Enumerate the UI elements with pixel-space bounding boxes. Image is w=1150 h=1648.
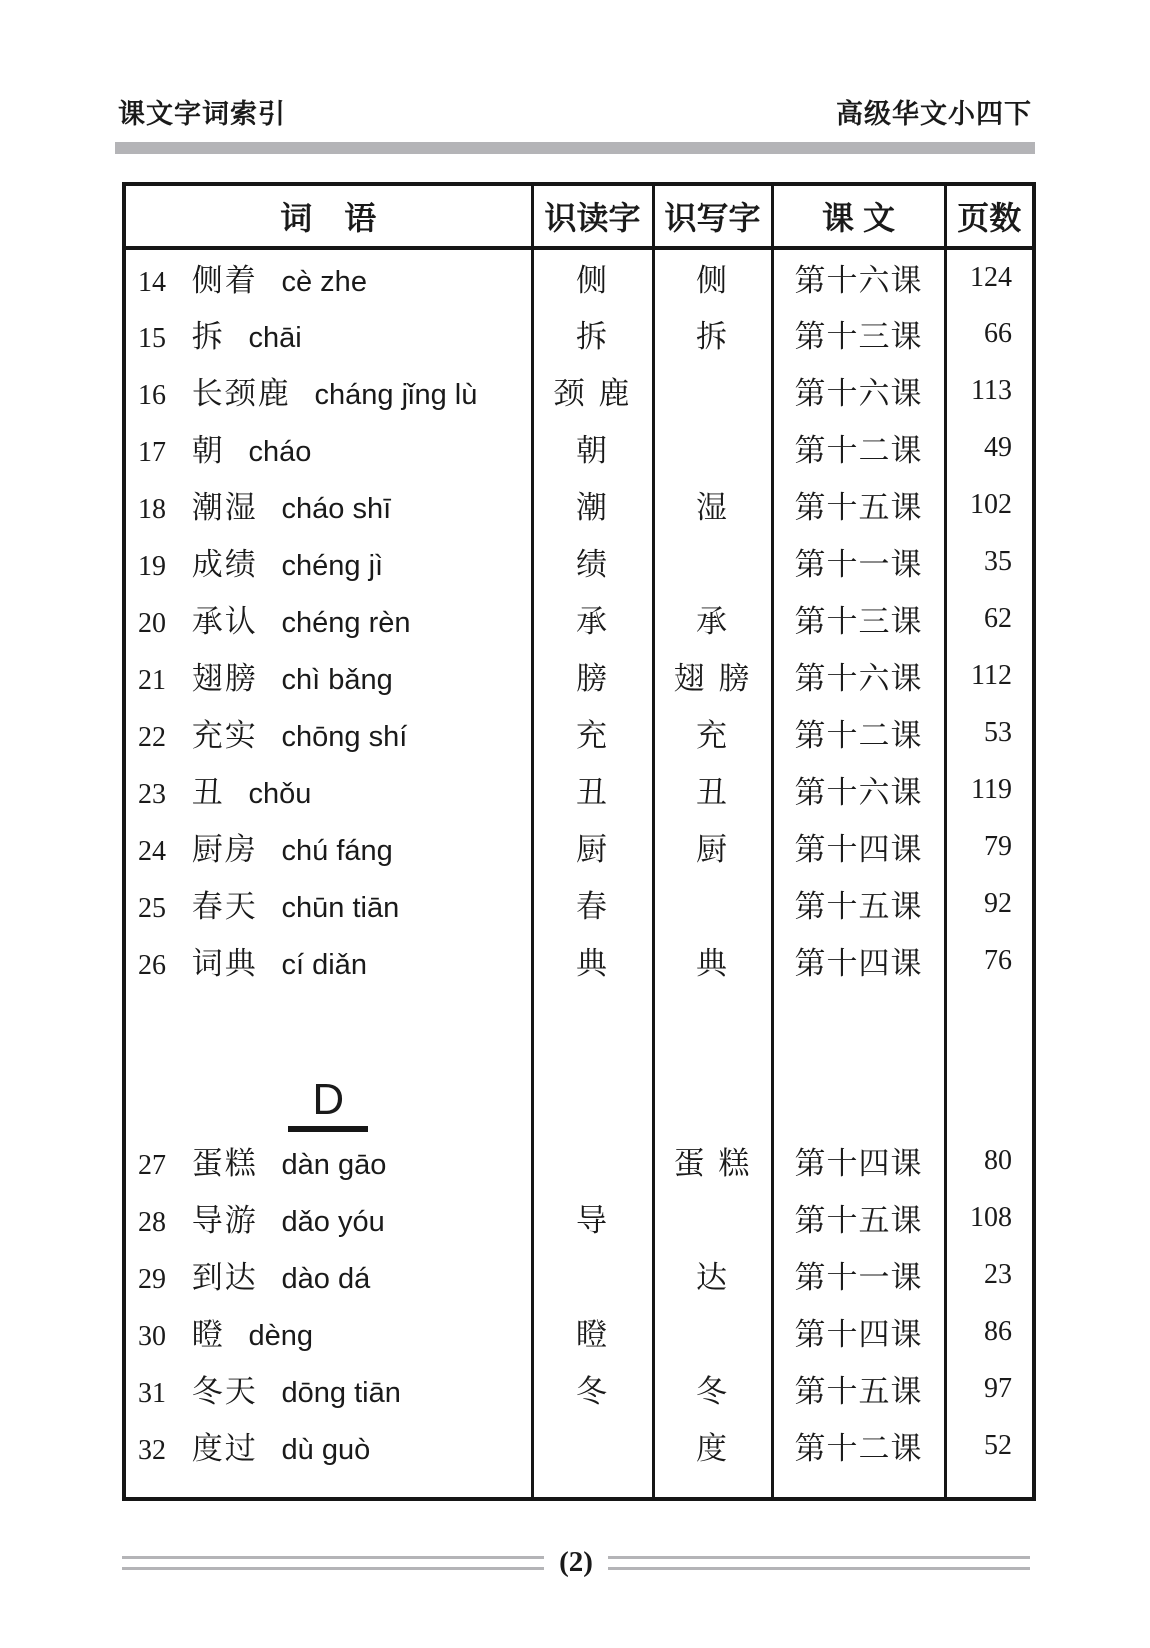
write-character-cell [653,1189,772,1246]
word-cell [124,1132,532,1189]
word-cell [124,419,532,476]
entry-number: 17 [138,437,166,468]
table-row [124,419,1034,476]
page-header [118,92,1032,131]
lesson-cell: 第十三课 [772,305,945,362]
write-character-cell: 充 [653,704,772,761]
lesson-cell: 第十四课 [772,932,945,989]
page-header-left: 课文字词索引 [118,99,286,129]
table-bottom-spacer [124,1474,1034,1499]
entry-pinyin: cè zhe [281,266,367,298]
lesson-cell: 第十五课 [772,476,945,533]
entry-word: 厨房 [191,832,258,868]
read-character-cell: 颈 鹿 [532,362,653,419]
word-cell [124,1189,532,1246]
entry-pinyin: chú fáng [281,835,393,867]
entry-word: 朝 [191,433,225,469]
entry-word: 侧着 [191,263,258,299]
write-character-cell [653,533,772,590]
entry-pinyin: chéng rèn [281,607,411,639]
page-number-cell: 80 [945,1132,1034,1189]
entry-pinyin: dàn gāo [281,1149,387,1181]
index-table-body [124,248,1034,1499]
word-cell [124,1246,532,1303]
lesson-cell: 第十一课 [772,533,945,590]
column-header-write: 识写字 [653,184,772,248]
entry-word: 潮湿 [191,490,258,526]
table-header-row [124,184,1034,248]
page-header-right: 高级华文小四下 [836,99,1032,129]
entry-number: 28 [138,1207,166,1238]
table-row [124,1132,1034,1189]
write-character-cell: 典 [653,932,772,989]
entry-pinyin: cí diǎn [281,949,367,981]
entry-pinyin: chǒu [248,778,312,810]
page-number-cell: 92 [945,875,1034,932]
entry-number: 23 [138,779,166,810]
entry-number: 22 [138,722,166,753]
lesson-cell: 第十四课 [772,1303,945,1360]
write-character-cell: 承 [653,590,772,647]
entry-number: 24 [138,836,166,867]
read-character-cell: 充 [532,704,653,761]
section-divider-row [124,989,1034,1132]
read-character-cell: 侧 [532,248,653,305]
lesson-cell: 第十六课 [772,362,945,419]
entry-word: 冬天 [191,1374,258,1410]
entry-word: 瞪 [191,1317,225,1353]
read-character-cell: 拆 [532,305,653,362]
lesson-cell: 第十六课 [772,761,945,818]
table-row [124,647,1034,704]
lesson-cell: 第十四课 [772,818,945,875]
column-header-word: 词 语 [124,184,532,248]
write-character-cell: 蛋 糕 [653,1132,772,1189]
table-row [124,761,1034,818]
entry-number: 25 [138,893,166,924]
write-character-cell [653,362,772,419]
read-character-cell: 冬 [532,1360,653,1417]
lesson-cell: 第十五课 [772,1360,945,1417]
page-number-cell: 62 [945,590,1034,647]
page-number-cell: 108 [945,1189,1034,1246]
read-character-cell: 承 [532,590,653,647]
entry-word: 丑 [191,775,225,811]
word-cell [124,1360,532,1417]
entry-number: 29 [138,1264,166,1295]
entry-number: 31 [138,1378,166,1409]
entry-number: 21 [138,665,166,696]
lesson-cell: 第十五课 [772,875,945,932]
read-character-cell: 瞪 [532,1303,653,1360]
entry-pinyin: cháo [248,436,312,468]
table-row [124,1417,1034,1474]
word-cell [124,932,532,989]
lesson-cell: 第十二课 [772,419,945,476]
entry-number: 19 [138,551,166,582]
entry-word: 拆 [191,319,225,355]
read-character-cell: 导 [532,1189,653,1246]
entry-word: 充实 [191,718,258,754]
read-character-cell [532,1132,653,1189]
page-number-cell: 124 [945,248,1034,305]
lesson-cell: 第十一课 [772,1246,945,1303]
table-row [124,248,1034,305]
word-index-table [122,182,1036,1501]
lesson-cell: 第十四课 [772,1132,945,1189]
entry-word: 承认 [191,604,258,640]
write-character-cell: 度 [653,1417,772,1474]
read-character-cell [532,1417,653,1474]
column-header-page: 页数 [945,184,1034,248]
table-row [124,1360,1034,1417]
lesson-cell: 第十六课 [772,647,945,704]
entry-word: 春天 [191,889,258,925]
page-number-cell: 23 [945,1246,1034,1303]
word-cell [124,1303,532,1360]
lesson-cell: 第十五课 [772,1189,945,1246]
index-table [122,182,1036,1501]
column-header-read: 识读字 [532,184,653,248]
page-number-cell: 112 [945,647,1034,704]
page-number-cell: 66 [945,305,1034,362]
word-cell [124,533,532,590]
entry-number: 26 [138,950,166,981]
entry-word: 翅膀 [191,661,258,697]
entry-word: 导游 [191,1203,258,1239]
entry-pinyin: cháo shī [281,493,392,525]
write-character-cell [653,875,772,932]
entry-number: 16 [138,380,166,411]
write-character-cell: 翅 膀 [653,647,772,704]
read-character-cell [532,1246,653,1303]
page-number-cell: 102 [945,476,1034,533]
footer-rule-right [608,1556,1030,1570]
table-row [124,533,1034,590]
page-number-cell: 113 [945,362,1034,419]
read-character-cell: 丑 [532,761,653,818]
lesson-cell: 第十三课 [772,590,945,647]
footer-rule-left [122,1556,544,1570]
page-number-cell: 86 [945,1303,1034,1360]
entry-pinyin: dōng tiān [281,1377,401,1409]
entry-word: 度过 [191,1431,258,1467]
lesson-cell: 第十二课 [772,1417,945,1474]
entry-number: 20 [138,608,166,639]
word-cell [124,248,532,305]
entry-number: 14 [138,267,166,298]
page-number-cell: 52 [945,1417,1034,1474]
write-character-cell [653,419,772,476]
write-character-cell: 侧 [653,248,772,305]
entry-pinyin: dǎo yóu [281,1206,385,1238]
table-row [124,362,1034,419]
entry-pinyin: dèng [248,1320,314,1352]
write-character-cell: 丑 [653,761,772,818]
header-divider-bar [115,142,1035,154]
entry-number: 15 [138,323,166,354]
entry-word: 长颈鹿 [191,376,291,412]
entry-number: 30 [138,1321,166,1352]
entry-pinyin: cháng jǐng lù [314,379,478,411]
write-character-cell: 冬 [653,1360,772,1417]
entry-number: 18 [138,494,166,525]
word-cell [124,875,532,932]
footer-page-number: (2) [559,1546,593,1578]
lesson-cell: 第十二课 [772,704,945,761]
table-row [124,875,1034,932]
table-row [124,1189,1034,1246]
section-letter-label: D [288,1078,368,1132]
entry-word: 词典 [191,946,258,982]
table-row [124,476,1034,533]
entry-pinyin: chāi [248,322,302,354]
entry-number: 27 [138,1150,166,1181]
read-character-cell: 春 [532,875,653,932]
page-number-cell: 79 [945,818,1034,875]
word-cell [124,1417,532,1474]
table-row [124,305,1034,362]
column-header-lesson: 课 文 [772,184,945,248]
entry-pinyin: dào dá [281,1263,371,1295]
table-row [124,590,1034,647]
word-cell [124,305,532,362]
entry-pinyin: chéng jì [281,550,384,582]
table-row [124,818,1034,875]
entry-pinyin: dù guò [281,1434,371,1466]
entry-number: 32 [138,1435,166,1466]
entry-pinyin: chūn tiān [281,892,400,924]
write-character-cell: 湿 [653,476,772,533]
page-number-cell: 35 [945,533,1034,590]
write-character-cell: 厨 [653,818,772,875]
read-character-cell: 典 [532,932,653,989]
entry-word: 成绩 [191,547,258,583]
page-number-cell: 119 [945,761,1034,818]
table-row [124,932,1034,989]
read-character-cell: 绩 [532,533,653,590]
word-cell [124,590,532,647]
lesson-cell: 第十六课 [772,248,945,305]
word-cell [124,362,532,419]
page-number-cell: 97 [945,1360,1034,1417]
word-cell [124,761,532,818]
write-character-cell: 达 [653,1246,772,1303]
read-character-cell: 潮 [532,476,653,533]
entry-pinyin: chì bǎng [281,664,393,696]
read-character-cell: 朝 [532,419,653,476]
write-character-cell: 拆 [653,305,772,362]
word-cell [124,647,532,704]
read-character-cell: 膀 [532,647,653,704]
word-cell [124,476,532,533]
entry-word: 到达 [191,1260,258,1296]
table-row [124,704,1034,761]
page-number-cell: 53 [945,704,1034,761]
table-row [124,1303,1034,1360]
word-cell [124,704,532,761]
word-cell [124,818,532,875]
entry-pinyin: chōng shí [281,721,408,753]
page-number-cell: 49 [945,419,1034,476]
page-footer [122,1548,1030,1577]
entry-word: 蛋糕 [191,1146,258,1182]
read-character-cell: 厨 [532,818,653,875]
page-number-cell: 76 [945,932,1034,989]
table-row [124,1246,1034,1303]
write-character-cell [653,1303,772,1360]
